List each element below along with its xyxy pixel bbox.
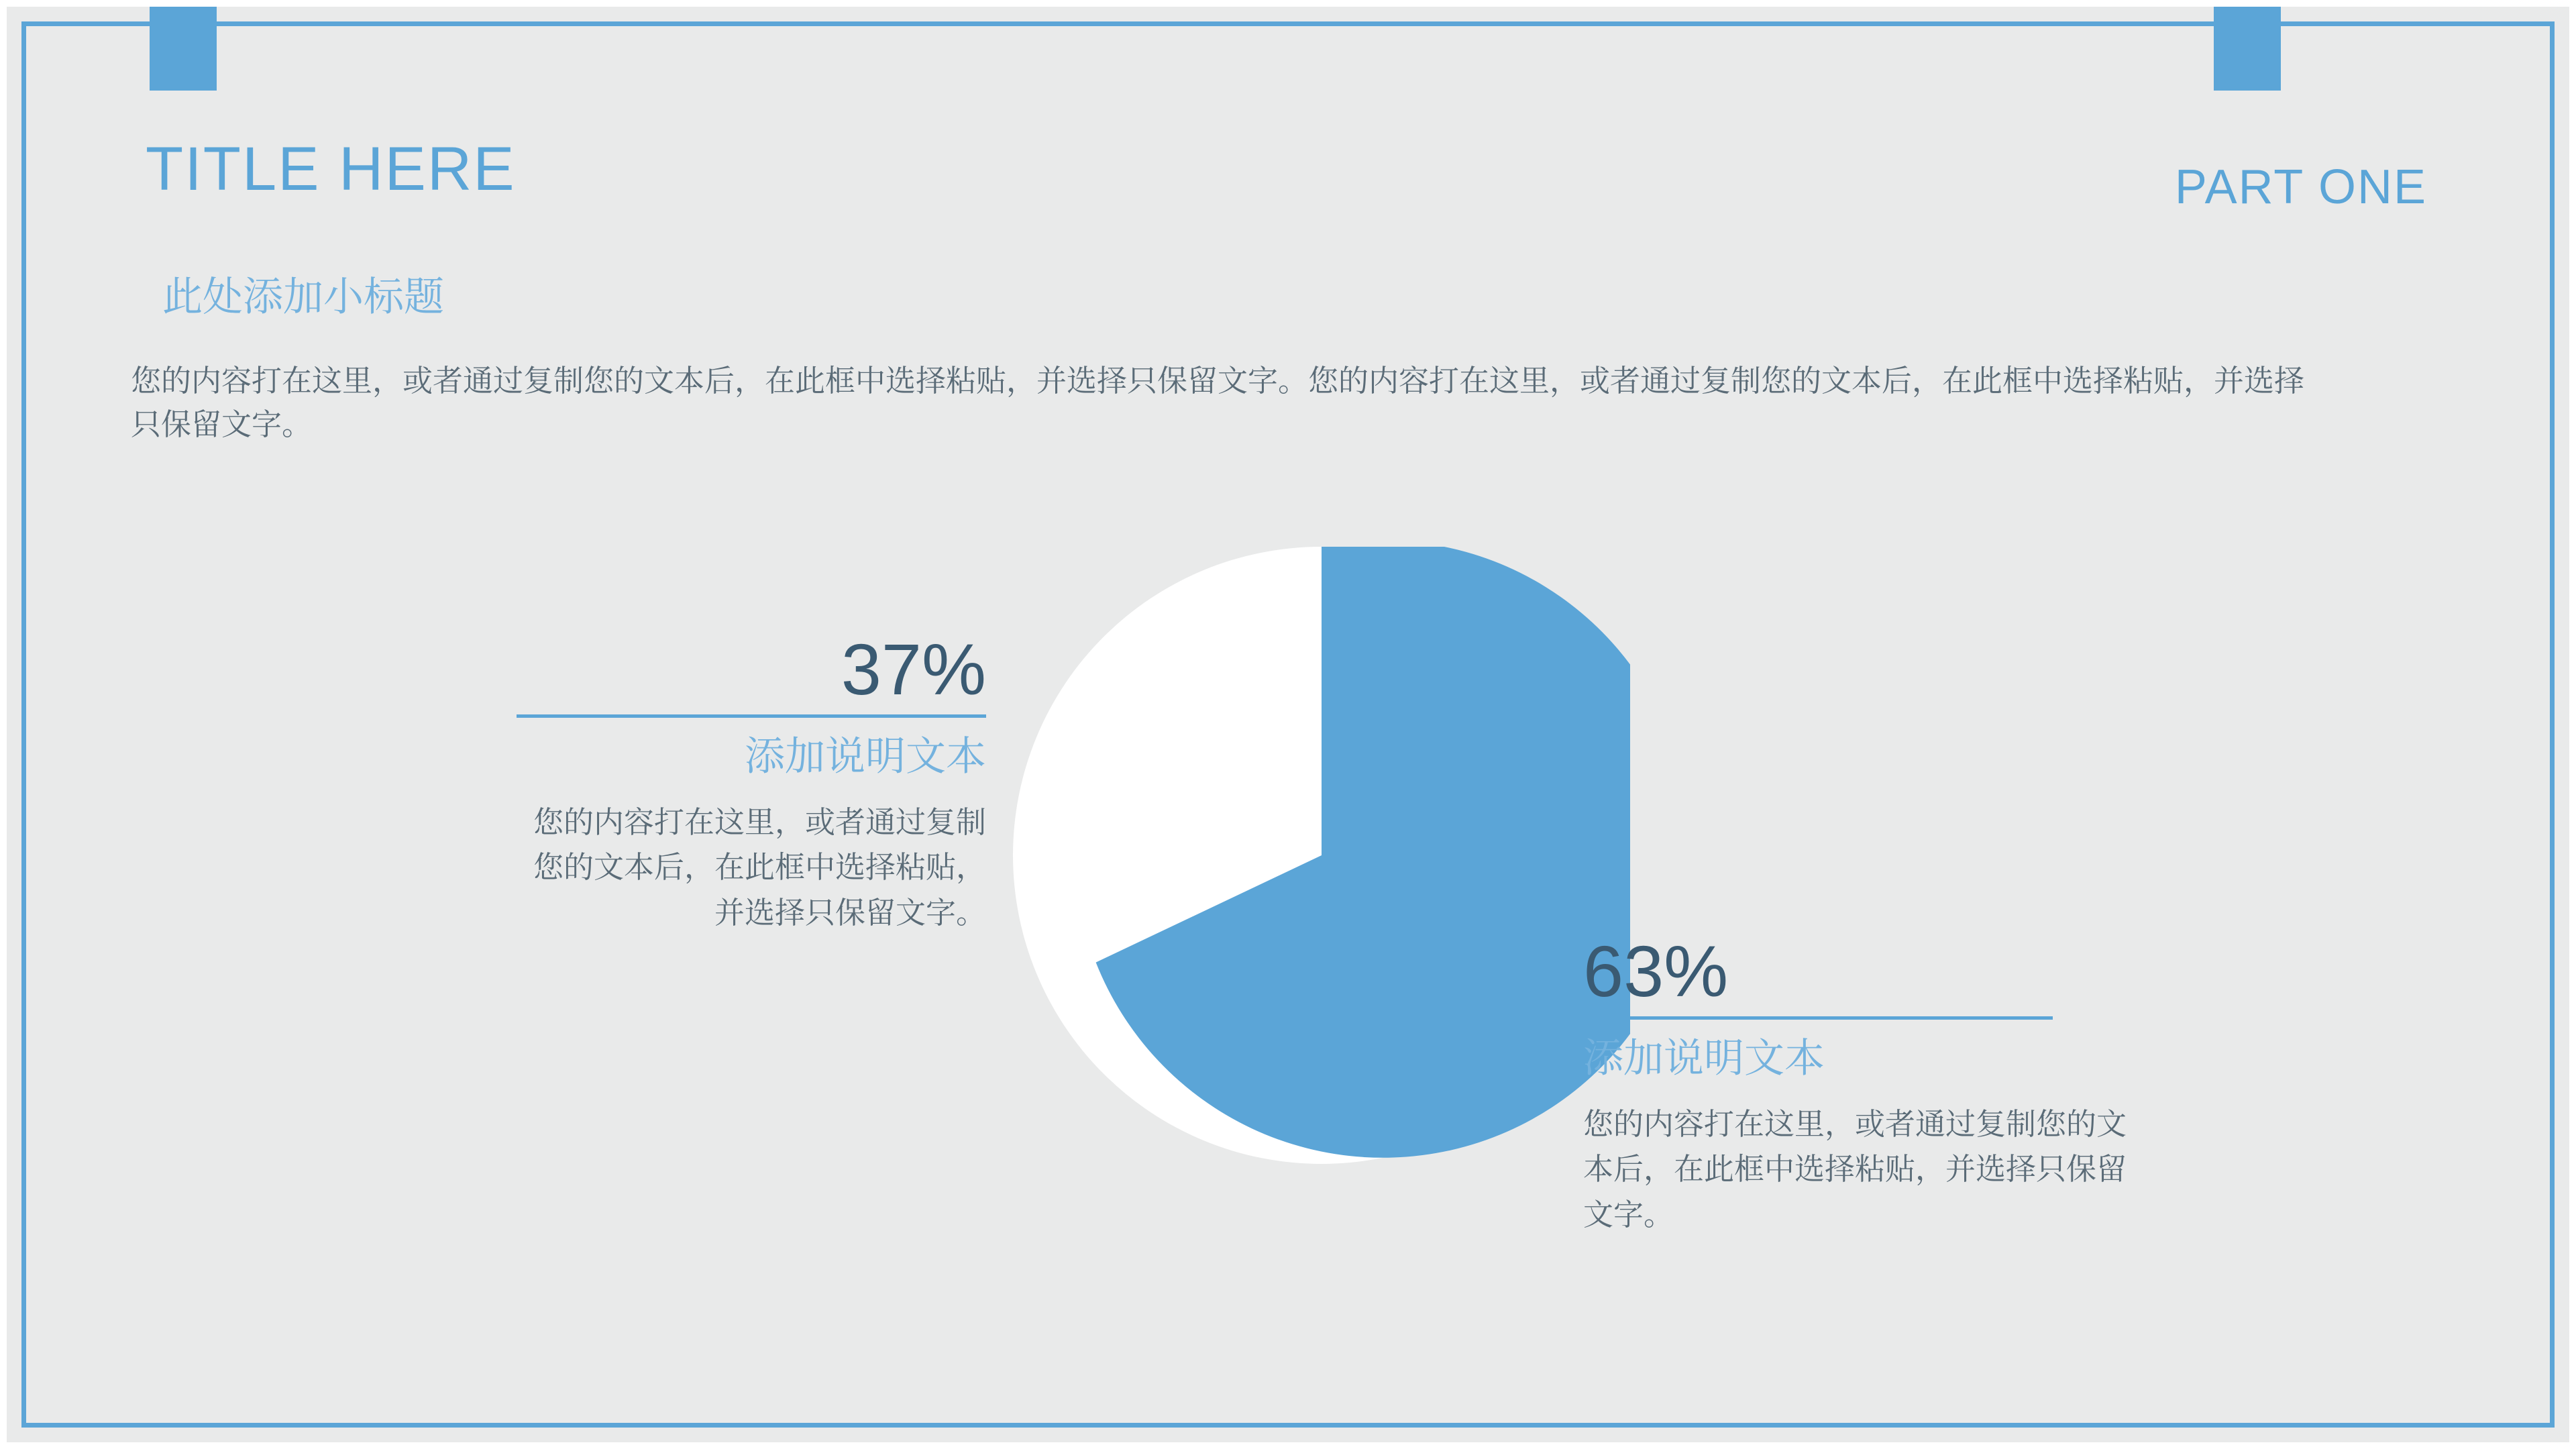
callout-left-rule (517, 714, 986, 718)
page-subtitle: 此处添加小标题 (162, 274, 444, 319)
callout-left-caption: 添加说明文本 (745, 733, 986, 779)
callout-right (1583, 932, 2314, 1237)
callout-right-caption: 添加说明文本 (1583, 1035, 1825, 1081)
callout-right-description: 您的内容打在这里，或者通过复制您的文本后，在此框中选择粘贴，并选择只保留文字。 (1583, 1106, 2127, 1232)
section-label: PART ONE (2174, 160, 2427, 214)
decorative-tab-left (150, 7, 217, 91)
page-title: TITLE HERE (146, 135, 516, 203)
pie-chart (1013, 547, 1630, 1164)
callout-right-rule (1583, 1016, 2053, 1020)
decorative-tab-right (2214, 7, 2281, 91)
callout-left-value: 37% (841, 629, 986, 710)
pie-chart-svg (1013, 547, 1630, 1164)
body-paragraph: 您的内容打在这里，或者通过复制您的文本后，在此框中选择粘贴，并选择只保留文字。您的内容打在这里，或者通过复制您的文本后，在此框中选择粘贴，并选择只保留文字。 (131, 364, 2305, 442)
callout-right-value: 63% (1583, 930, 1729, 1012)
callout-left (268, 631, 986, 935)
callout-left-description: 您的内容打在这里，或者通过复制您的文本后，在此框中选择粘贴，并选择只保留文字。 (533, 804, 986, 930)
